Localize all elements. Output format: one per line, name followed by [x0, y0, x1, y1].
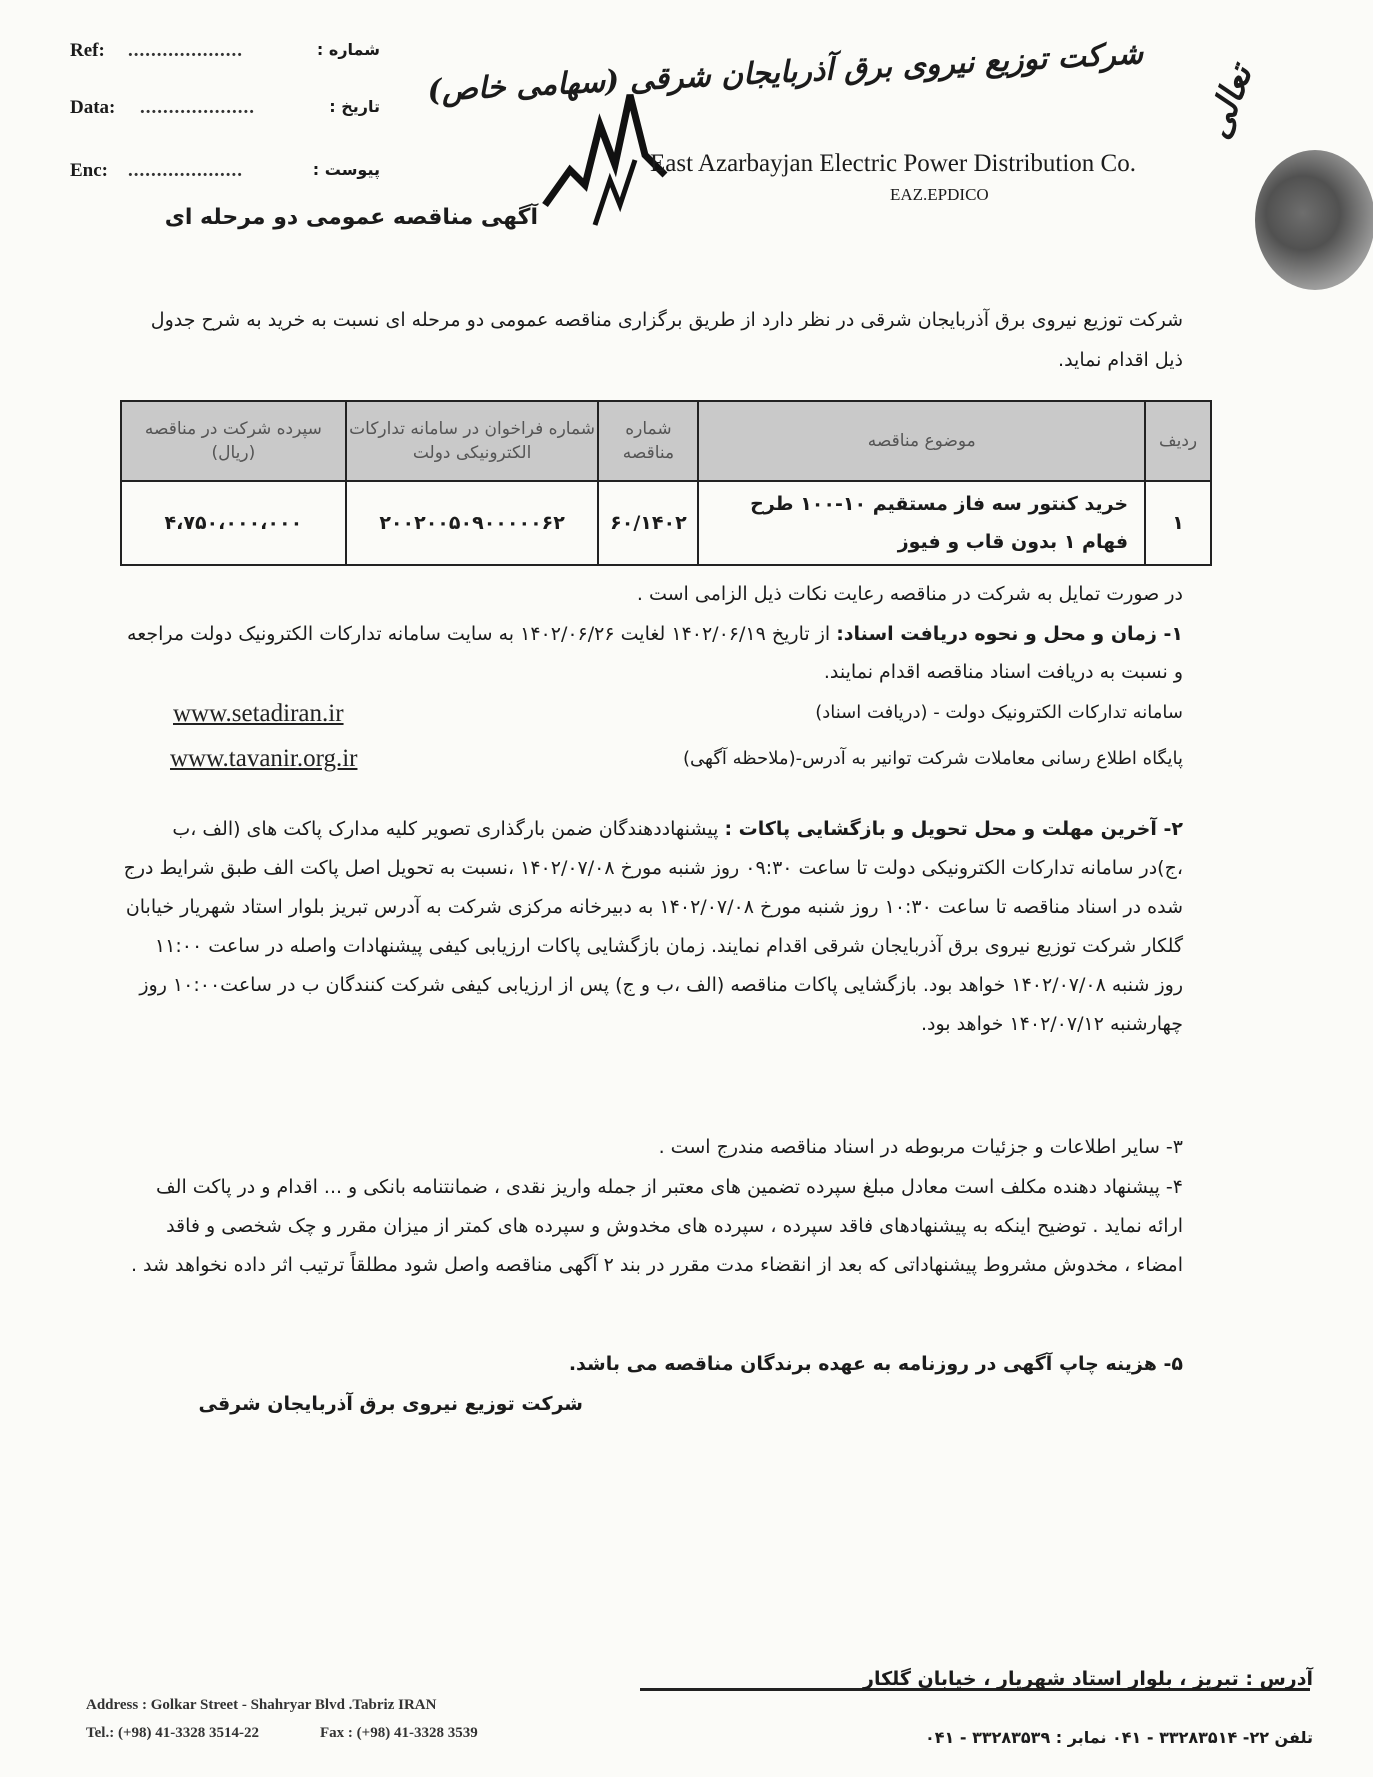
intro-paragraph: شرکت توزیع نیروی برق آذربایجان شرقی در نظر دارد از طریق برگزاری مناقصه عمومی دو مرحله ای نسبت به خرید به شرح جدول ذیل اقدام نماید.: [150, 309, 1183, 371]
col-tender-number: شماره مناقصه: [598, 401, 698, 481]
ref-field: [70, 40, 380, 70]
col-call-number: شماره فراخوان در سامانه تدارکات الکترونیکی دولت: [346, 401, 599, 481]
footer-fax-en: Fax : (+98) 41-3328 3539: [320, 1725, 478, 1741]
site-1-link[interactable]: www.setadiran.ir: [173, 700, 344, 727]
side-emblem-word: تعالی: [1197, 60, 1261, 145]
tender-title: آگهی مناقصه عمومی دو مرحله ای: [164, 205, 538, 230]
col-row-number: ردیف: [1145, 401, 1211, 481]
date-label: Data:: [70, 97, 116, 118]
stamp-seal: [1255, 150, 1373, 290]
cell-tender-number: ۶۰/۱۴۰۲: [598, 481, 698, 565]
site-1-label: سامانه تدارکات الکترونیک دولت - (دریافت اسناد): [815, 702, 1183, 723]
item-2-text: پیشنهاددهندگان ضمن بارگذاری تصویر کلیه مدارک پاکت های (الف ،ب ،ج)در سامانه تدارکات الکترونیکی دولت تا ساعت ۰۹:۳۰ روز شنبه مورخ ۱۴۰۲/۰۷/۰۸ ،نسبت به تحویل اصل پاکت الف طبق شرایط درج شده در اسناد مناقصه تا ساعت ۱۰:۳۰ روز شنبه مورخ ۱۴۰۲/۰۷/۰۸ به دبیرخانه مرکزی شرکت به آدرس تبریز بلوار استاد شهریار خیابان گلکار شرکت توزیع نیروی برق آذربایجان شرقی اقدام نمایند. زمان بازگشایی پاکات ارزیابی کیفی پیشنهادات واصله در ساعت ۱۱:۰۰ روز شنبه ۱۴۰۲/۰۷/۰۸ خواهد بود. بازگشایی پاکات مناقصه (الف ،ب و ج) پس از ارزیابی کیفی شرکت کنندگان ب در ساعت۱۰:۰۰ روز چهارشنبه ۱۴۰۲/۰۷/۱۲ خواهد بود.: [123, 818, 1183, 1035]
date-field: [70, 97, 380, 127]
footer-address-en: Address : Golkar Street - Shahryar Blvd .Tabriz IRAN: [86, 1697, 437, 1713]
cell-subject: خرید کنتور سه فاز مستقیم ۱۰-۱۰۰ طرح فهام ۱ بدون قاب و فیوز: [698, 481, 1145, 565]
item-5: ۵- هزینه چاپ آگهی در روزنامه به عهده برندگان مناقصه می باشد.: [568, 1353, 1183, 1375]
item-2: [123, 810, 1183, 1044]
item-1: [123, 615, 1183, 691]
col-subject: موضوع مناقصه: [698, 401, 1145, 481]
ref-dots: ....................: [128, 40, 243, 61]
enc-label: Enc:: [70, 160, 108, 181]
item-1-title: ۱- زمان و محل و نحوه دریافت اسناد:: [836, 623, 1183, 645]
enc-dots: ....................: [128, 160, 243, 181]
ref-label-fa: شماره :: [316, 40, 380, 59]
item-4: ۴- پیشنهاد دهنده مکلف است معادل مبلغ سپرده تضمین های معتبر از جمله واریز نقدی ، ضمانتنامه بانکی و ... اقدام و در پاکت الف ارائه نماید . توضیح اینکه به پیشنهادهای فاقد سپرده ، سپرده های مخدوش و سپرده های کمتر از میزان مقرر و چک شخصی و فاقد امضاء ، مخدوش مشروط پیشنهاداتی که بعد از انقضاء مدت مقرر در بند ۲ آگهی مناقصه واصل شود مطلقاً ترتیب اثر داده نخواهد شد .: [130, 1176, 1183, 1276]
footer-address-fa: آدرس : تبریز ، بلوار استاد شهریار ، خیابان گلکار: [863, 1668, 1313, 1690]
footer-tel-en: Tel.: (+98) 41-3328 3514-22: [86, 1725, 259, 1741]
item-2-title: ۲- آخرین مهلت و محل تحویل و بازگشایی پاکات :: [724, 818, 1183, 840]
company-name-fa: شرکت توزیع نیروی برق آذربایجان شرقی (سهامی خاص): [426, 36, 1144, 109]
date-dots: ....................: [140, 97, 255, 118]
col-deposit: سپرده شرکت در مناقصه (ریال): [121, 401, 346, 481]
date-label-fa: تاریخ :: [329, 97, 380, 116]
item-1-text: از تاریخ ۱۴۰۲/۰۶/۱۹ لغایت ۱۴۰۲/۰۶/۲۶ به سایت سامانه تدارکات الکترونیک دولت مراجعه و نسبت به دریافت اسناد مناقصه اقدام نمایند.: [127, 623, 1183, 683]
cell-row-number: ۱: [1145, 481, 1211, 565]
company-abbr: EAZ.EPDICO: [890, 185, 989, 204]
site-2-link[interactable]: www.tavanir.org.ir: [170, 745, 358, 772]
tender-table: [120, 400, 1212, 566]
cell-deposit: ۴،۷۵۰،۰۰۰،۰۰۰: [121, 481, 346, 565]
enc-label-fa: پیوست :: [312, 160, 380, 179]
footer-tel-fa: تلفن ۲۲- ۳۳۲۸۳۵۱۴ - ۰۴۱ نمابر : ۳۳۲۸۳۵۳۹ - ۰۴۱: [925, 1728, 1313, 1747]
table-header-row: [121, 401, 1211, 481]
enc-field: [70, 160, 380, 190]
cell-call-number: ۲۰۰۲۰۰۵۰۹۰۰۰۰۰۶۲: [346, 481, 599, 565]
company-name-en: East Azarbayjan Electric Power Distribution Co.: [650, 150, 1136, 177]
signature: شرکت توزیع نیروی برق آذربایجان شرقی: [198, 1393, 583, 1415]
ref-label: Ref:: [70, 40, 105, 61]
table-row: [121, 481, 1211, 565]
notice-line: در صورت تمایل به شرکت در مناقصه رعایت نکات ذیل الزامی است .: [636, 583, 1183, 605]
item-3: ۳- سایر اطلاعات و جزئیات مربوطه در اسناد مناقصه مندرج است .: [658, 1136, 1183, 1158]
site-2-label: پایگاه اطلاع رسانی معاملات شرکت توانیر به آدرس-(ملاحظه آگهی): [683, 748, 1183, 769]
